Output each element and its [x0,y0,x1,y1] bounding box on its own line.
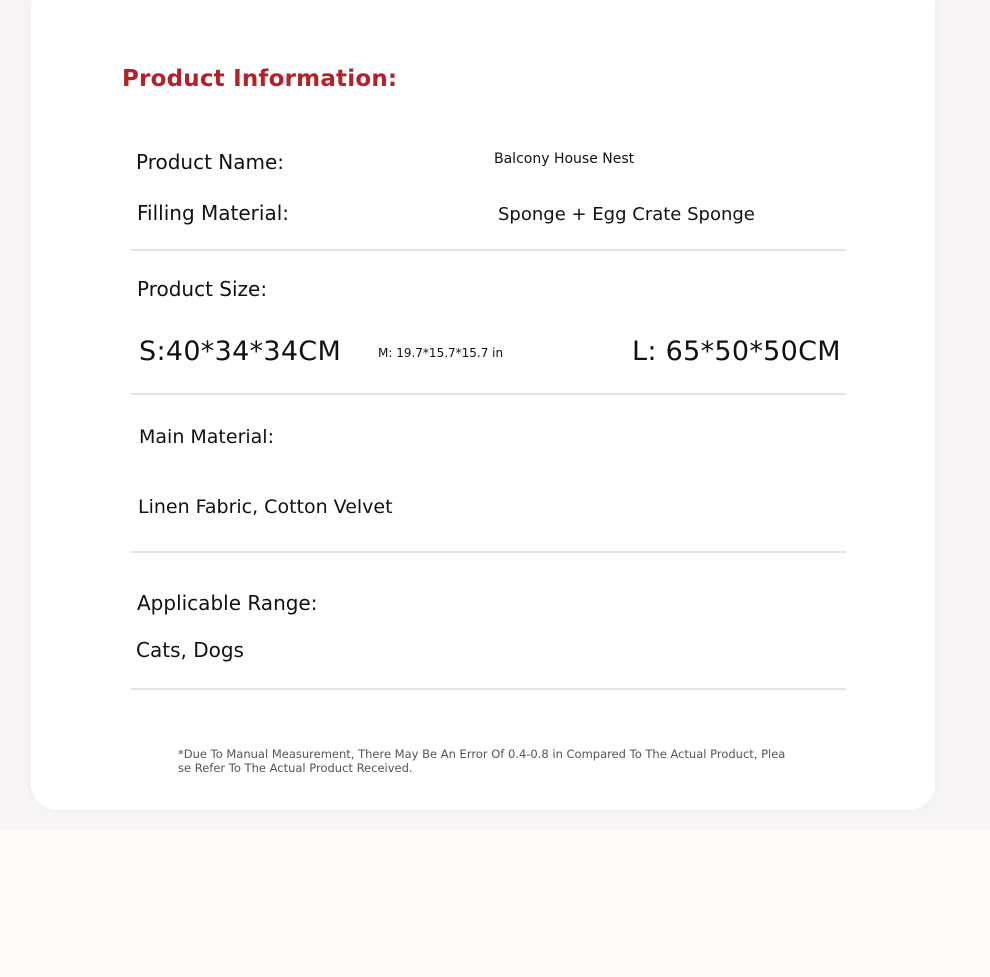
filling-material-label: Filling Material: [137,201,289,225]
divider [131,551,846,553]
product-size-label: Product Size: [137,277,268,301]
size-medium-value: M: 19.7*15.7*15.7 in [378,346,504,360]
main-material-label: Main Material: [139,426,274,448]
page-bottom-band [0,830,990,977]
applicable-range-label: Applicable Range: [137,591,318,615]
applicable-range-value: Cats, Dogs [136,638,244,662]
size-small-value: S:40*34*34CM [139,336,342,367]
product-name-label: Product Name: [136,150,285,174]
product-name-value: Balcony House Nest [494,151,635,167]
divider [131,393,846,395]
measurement-disclaimer: *Due To Manual Measurement, There May Be An Error Of 0.4-0.8 in Compared To The Actual Product, Please Refer To The Actual Product Received. [178,747,786,775]
main-material-value: Linen Fabric, Cotton Velvet [138,496,393,518]
size-large-value: L: 65*50*50CM [632,336,841,367]
divider [131,249,846,251]
filling-material-value: Sponge + Egg Crate Sponge [498,204,755,225]
section-title: Product Information: [122,66,398,92]
divider [131,688,846,690]
